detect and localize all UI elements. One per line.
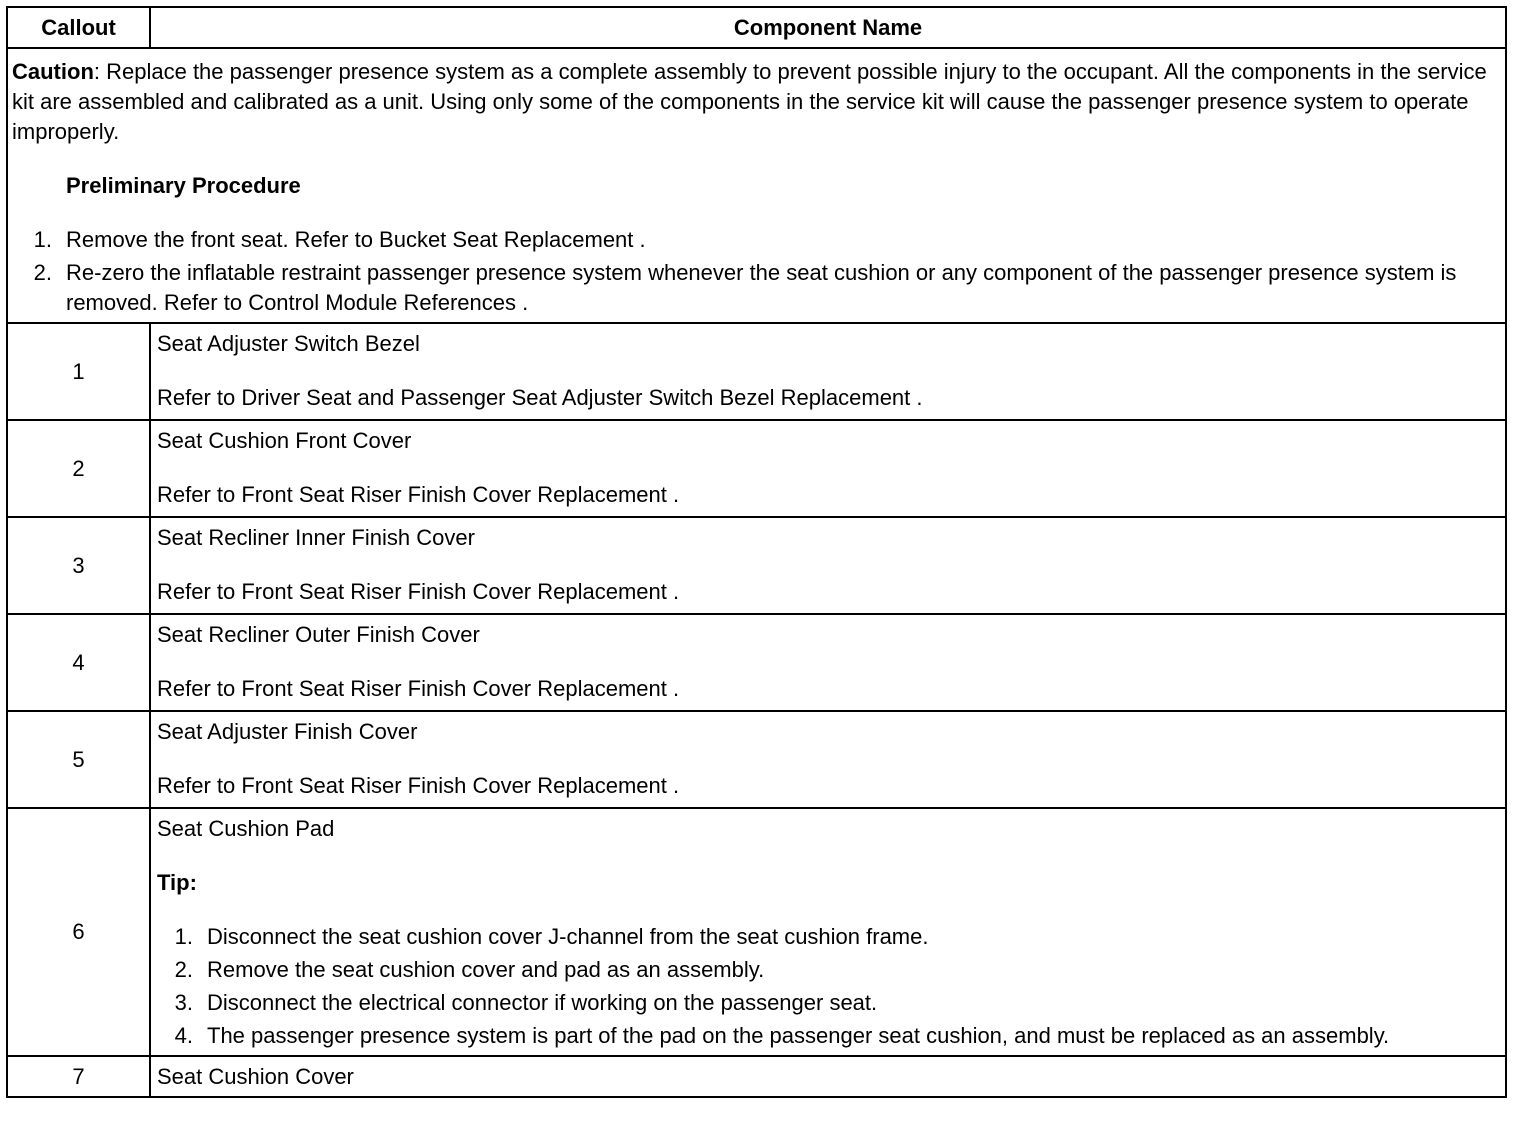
refer-text: Refer to Front Seat Riser Finish Cover Replacement . [157,676,680,701]
list-item [157,955,1499,985]
step-number: 3. [174,990,193,1015]
step-text: The passenger presence system is part of the pad on the passenger seat cushion, and must be replaced as an assembly. [207,1023,1390,1048]
table-row [7,323,1506,420]
callout-cell: 1 [7,323,150,420]
table-row [7,614,1506,711]
component-cell [150,711,1506,808]
component-name: Seat Cushion Cover [157,1064,354,1089]
table-row [7,420,1506,517]
refer-text: Refer to Front Seat Riser Finish Cover Replacement . [157,773,680,798]
component-table [6,6,1507,1098]
component-cell [150,1056,1506,1097]
refer-text: Refer to Driver Seat and Passenger Seat Adjuster Switch Bezel Replacement . [157,385,923,410]
component-name: Seat Recliner Inner Finish Cover [157,525,475,550]
step-text: Remove the seat cushion cover and pad as an assembly. [207,957,765,982]
refer-text: Refer to Front Seat Riser Finish Cover Replacement . [157,482,680,507]
header-row [7,7,1506,48]
caution-label: Caution [12,59,94,84]
callout-cell: 6 [7,808,150,1056]
refer-text: Refer to Front Seat Riser Finish Cover Replacement . [157,579,680,604]
table-row [7,711,1506,808]
step-number: 2. [174,957,193,982]
callout-cell: 2 [7,420,150,517]
step-number: 1. [33,227,52,252]
step-text: Re-zero the inflatable restraint passenger presence system whenever the seat cushion or any component of the passenger presence system is removed. Refer to Control Module References . [66,260,1457,315]
table-row [7,1056,1506,1097]
step-text: Disconnect the electrical connector if working on the passenger seat. [207,990,878,1015]
callout-header: Callout [7,7,150,48]
list-item [157,1021,1499,1051]
component-name: Seat Adjuster Finish Cover [157,719,418,744]
list-item [157,922,1499,952]
component-name: Seat Cushion Front Cover [157,428,412,453]
preliminary-steps-list [12,225,1499,318]
tip-steps-list [157,922,1499,1051]
component-name: Seat Adjuster Switch Bezel [157,331,420,356]
intro-cell [7,48,1506,323]
preliminary-procedure-title: Preliminary Procedure [66,173,301,198]
component-cell [150,808,1506,1056]
component-cell [150,323,1506,420]
intro-row [7,48,1506,323]
step-number: 1. [174,924,193,949]
step-number: 4. [174,1023,193,1048]
table-row [7,808,1506,1056]
callout-cell: 7 [7,1056,150,1097]
list-item [12,258,1499,318]
component-cell [150,614,1506,711]
component-name: Seat Recliner Outer Finish Cover [157,622,480,647]
step-text: Disconnect the seat cushion cover J-channel from the seat cushion frame. [207,924,929,949]
table-row [7,517,1506,614]
callout-cell: 3 [7,517,150,614]
list-item [12,225,1499,255]
component-cell [150,517,1506,614]
step-text: Remove the front seat. Refer to Bucket Seat Replacement . [66,227,646,252]
step-number: 2. [33,260,52,285]
component-name: Seat Cushion Pad [157,816,335,841]
component-cell [150,420,1506,517]
callout-cell: 5 [7,711,150,808]
component-name-header: Component Name [150,7,1506,48]
caution-paragraph [12,57,1499,147]
list-item [157,988,1499,1018]
caution-text: : Replace the passenger presence system as a complete assembly to prevent possible injury to the occupant. All the components in the service kit are assembled and calibrated as a unit. Using only some of the components in the service kit will cause the passenger presence system to operate improperly. [12,59,1487,144]
tip-label: Tip: [157,870,197,895]
callout-cell: 4 [7,614,150,711]
